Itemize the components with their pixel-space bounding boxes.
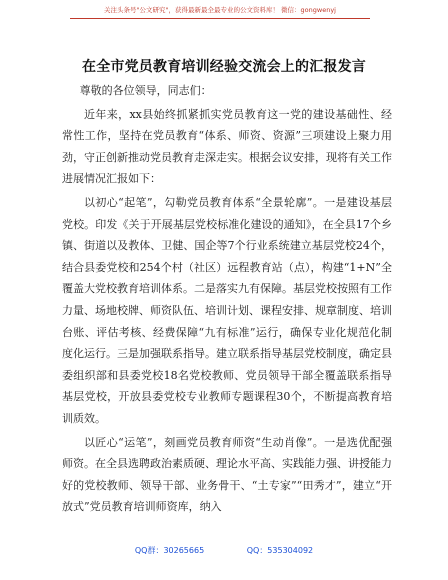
salutation: 尊敬的各位领导，同志们： — [79, 84, 212, 97]
footer-qq: QQ：535304092 — [246, 546, 314, 555]
header-banner: 关注头条号"公文研究"，获得最新最全最专业的公文资料库！ 微信：gongwenyj — [70, 6, 370, 19]
footer-contact — [0, 545, 448, 556]
document-title: 在全市党员教育培训经验交流会上的汇报发言 — [82, 59, 366, 75]
footer-qq-group: QQ群：30265665 — [134, 546, 205, 555]
paragraph-intro: 近年来，xx县始终抓紧抓实党员教育这一党的建设基础性、经常性工作，坚持在党员教育“体系、师资、资源”三项建设上聚力用劲，守正创新推动党员教育走深走实。根据会议安排，现将有关工作进展情况汇报如下： — [62, 107, 392, 186]
paragraph-teachers: 以匠心“运笔”，刻画党员教育师资“生动肖像”。一是选优配强师资。在全县选聘政治素质硬、理论水平高、实践能力强、讲授能力好的党校教师、领导干部、业务骨干、“土专家”“田秀才”，建立“开放式”党员教育培训师资库，纳入 — [62, 435, 392, 514]
document-body — [62, 80, 392, 518]
paragraph-system: 以初心“起笔”，勾勒党员教育体系“全景轮廓”。一是建设基层党校。印发《关于开展基层党校标准化建设的通知》，在全县17个乡镇、街道以及教体、卫健、国企等7个行业系统建立基层党校24个，结合县委党校和254个村（社区）远程教育站（点），构建“1+N”全覆盖大党校教育培训体系。二是落实九有保障。基层党校按照有工作力量、场地校牌、师资队伍、培训计划、课程安排、规章制度、培训台账、评估考核、经费保障“九有标准”运行，确保专业化规范化制度化运行。三是加强联系指导。建立联系指导基层党校制度，确定县委组织部和县委党校18名党校教师、党员领导干部全覆盖联系指导基层党校，开放县委党校专业教师专题课程30个，不断提高教育培训质效。 — [62, 195, 392, 425]
